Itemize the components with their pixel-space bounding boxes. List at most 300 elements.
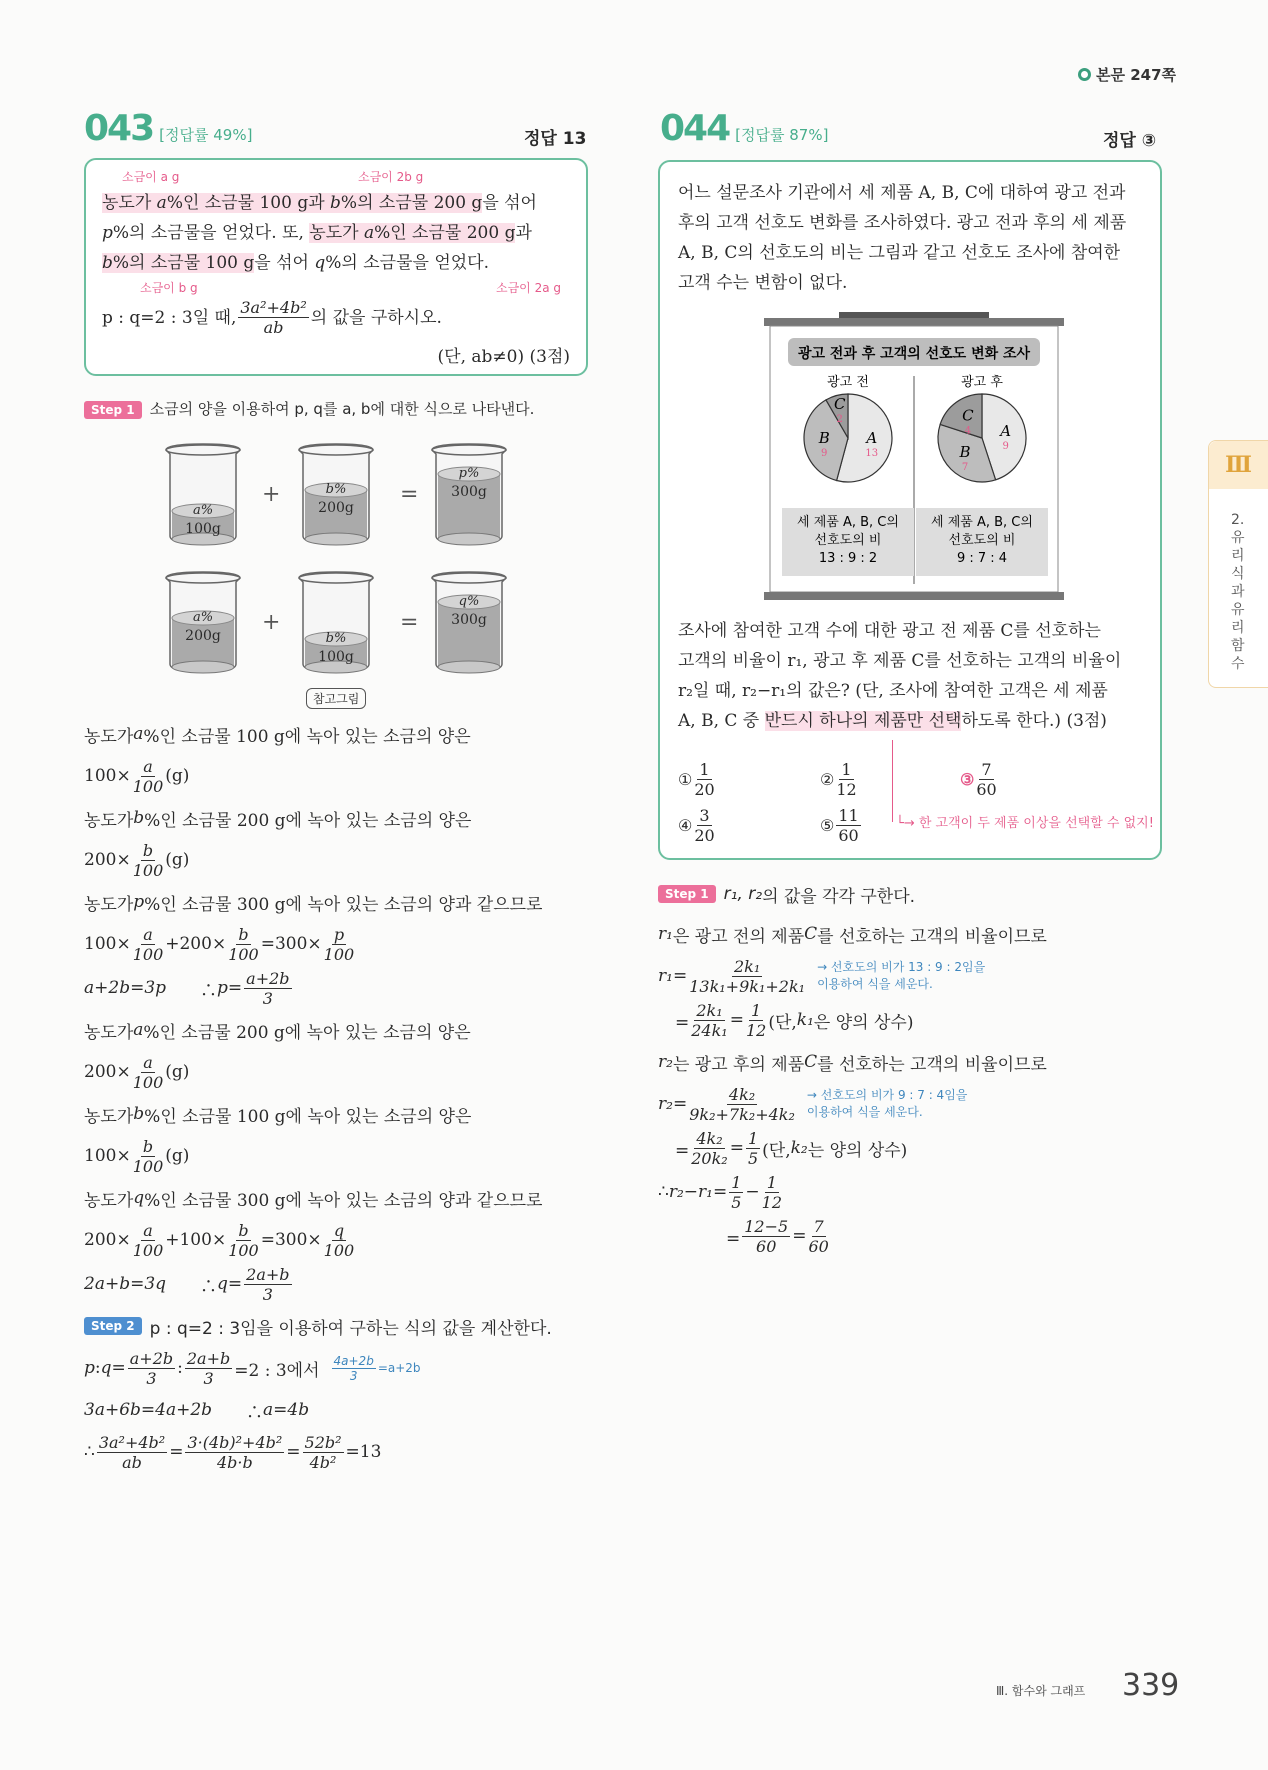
operator-sign: + — [262, 482, 281, 507]
solution-line — [84, 754, 552, 798]
text-run: ∴ — [84, 1442, 95, 1462]
fraction — [762, 1173, 782, 1212]
fraction — [694, 760, 714, 799]
slice-label: A — [1000, 422, 1012, 441]
text-run: %인 소금물 200 g에 녹아 있는 소금의 양은 — [143, 1022, 471, 1043]
concentration-label: a% — [192, 503, 214, 518]
math-var: k₂ — [790, 1138, 808, 1158]
denominator: 100 — [132, 776, 164, 796]
solution-line — [84, 1346, 552, 1390]
choice-3[interactable] — [960, 760, 999, 799]
solution-line — [84, 1178, 552, 1218]
text-run: − — [745, 1182, 760, 1202]
math-var: r₂ — [658, 1052, 673, 1072]
slice-label: C — [833, 395, 846, 414]
numerator: a — [143, 756, 153, 776]
numerator: 7 — [981, 760, 992, 779]
denominator: 3 — [203, 1368, 214, 1388]
fraction — [689, 1085, 795, 1124]
numerator: 2a+b — [186, 1348, 231, 1368]
fraction — [133, 1221, 164, 1260]
solution-line — [658, 914, 1047, 954]
text-run: (g) — [165, 1146, 190, 1166]
text-run: 농도가 — [84, 894, 134, 915]
text-run: ∴ — [212, 1402, 264, 1423]
solution-line — [84, 1050, 552, 1094]
answer-label: 정답 13 — [524, 129, 587, 149]
fraction — [324, 1221, 355, 1260]
numerator: 11 — [838, 806, 859, 825]
fraction — [133, 1053, 164, 1092]
annotation-note — [817, 959, 985, 993]
math-var: C — [804, 1052, 818, 1072]
pie-caption: 9 : 7 : 4 — [956, 551, 1008, 566]
denominator: 20 — [694, 780, 715, 799]
q44-problem-box — [658, 160, 1162, 860]
numerator: 3 — [699, 806, 710, 825]
denominator: 5 — [731, 1192, 742, 1212]
solution-line — [84, 966, 552, 1010]
text-run: %인 소금물 300 g에 녹아 있는 소금의 양과 같으므로 — [144, 1190, 543, 1211]
fraction — [746, 1001, 766, 1040]
numerator: 1 — [766, 1172, 777, 1192]
numerator: a+2b — [129, 1348, 174, 1368]
text-run: 은 광고 전의 제품 — [672, 926, 805, 947]
numerator: b — [238, 924, 249, 944]
chapter-title: 2.유리식과 유리함수 — [1231, 512, 1245, 672]
scroll-rod-top — [764, 318, 1064, 326]
choice-marker: ② — [820, 770, 835, 789]
concentration-label: q% — [458, 594, 480, 609]
choice-marker: ④ — [678, 816, 693, 835]
solution-line — [658, 998, 1047, 1042]
q43-solution — [84, 714, 552, 1474]
question-number: 043 — [84, 108, 154, 149]
text-run: = — [729, 1010, 744, 1030]
text-run: p : q=2 : 3임을 이용하여 구하는 식의 값을 계산한다. — [149, 1318, 552, 1339]
numerator: 3a²+4b² — [98, 1432, 166, 1452]
slice-label: B — [818, 429, 830, 448]
text-run: 농도가 — [84, 1106, 134, 1127]
text-run: +100× — [165, 1230, 227, 1250]
figure-caption: 참고그림 — [306, 688, 366, 709]
text-run: 농도가 — [84, 1022, 134, 1043]
text-run: 를 선호하는 고객의 비율이므로 — [817, 926, 1047, 947]
text-run: 100× — [84, 766, 131, 786]
text-run: = — [658, 1228, 741, 1249]
problem-line: 농도가 a%인 소금물 100 g과 b%의 소금물 200 g을 섞어 — [102, 193, 537, 213]
text-run: : — [94, 1358, 101, 1378]
fraction — [303, 1433, 344, 1472]
math-var: a+2b=3p — [84, 978, 167, 998]
hanger — [839, 312, 989, 318]
math-var: b — [133, 1104, 145, 1124]
numerator: a+2b — [246, 968, 290, 988]
concentration-label: b% — [325, 631, 347, 646]
denominator: 5 — [747, 1148, 759, 1168]
pie-caption: 세 제품 A, B, C의 — [797, 515, 899, 530]
numerator: 4a+2b — [333, 1353, 374, 1368]
text-run: ∴ — [166, 980, 218, 1001]
solution-line — [84, 1262, 552, 1306]
numerator: a — [143, 924, 153, 944]
mass-label: 200g — [318, 500, 354, 516]
fraction — [746, 1129, 760, 1168]
fraction — [133, 757, 164, 796]
correct-rate: [정답률 49%] — [159, 126, 253, 144]
mass-label: 300g — [451, 612, 487, 628]
text-run: =13 — [345, 1442, 382, 1462]
numerator: 2a+b — [246, 1264, 290, 1284]
note-line: 이용하여 식을 세운다. — [817, 977, 933, 991]
numerator: a — [143, 1052, 153, 1072]
q44-header — [660, 108, 828, 149]
annotation: 소금이 2b g — [358, 170, 424, 184]
beaker — [162, 442, 244, 546]
slice-value: 9 — [821, 448, 828, 460]
denominator: 100 — [132, 1156, 164, 1176]
question-number: 044 — [660, 108, 730, 149]
math-var: r₂−r₁ — [668, 1182, 713, 1202]
denominator: 60 — [808, 1236, 829, 1256]
math-var: q= — [217, 1274, 243, 1294]
text-run: 는 광고 후의 제품 — [672, 1054, 805, 1075]
math-var: r₁ — [658, 966, 673, 986]
solution-line — [658, 1170, 1047, 1214]
denominator: 100 — [323, 1240, 355, 1260]
solution-line — [84, 714, 552, 754]
slice-label: A — [866, 429, 878, 448]
numerator: 2k₁ — [733, 956, 761, 976]
math-var: p= — [217, 978, 243, 998]
text-run: 200× — [84, 850, 131, 870]
denominator: ab — [122, 1452, 142, 1472]
denominator: 100 — [132, 1240, 164, 1260]
fraction — [332, 1354, 376, 1383]
text-run: 농도가 — [84, 810, 134, 831]
numerator: 12−5 — [744, 1216, 789, 1236]
solution-line — [84, 1134, 552, 1178]
text-run: : — [177, 1358, 183, 1378]
slice-value: 2 — [836, 414, 843, 426]
text-run: 200× — [84, 1230, 131, 1250]
solution-line — [84, 922, 552, 966]
text-run: %인 소금물 100 g에 녹아 있는 소금의 양은 — [144, 1106, 472, 1127]
solution-line — [84, 882, 552, 922]
text-run: = — [792, 1226, 807, 1246]
annotation: 소금이 a g — [122, 170, 180, 184]
chapter-roman: Ⅲ — [1209, 441, 1268, 489]
beaker — [295, 442, 377, 546]
hint-text: └→ 한 고객이 두 제품 이상을 선택할 수 없지! — [896, 816, 1154, 831]
pie-label: 광고 전 — [827, 375, 869, 390]
fraction — [324, 925, 355, 964]
numerator: 2k₁ — [696, 1000, 723, 1020]
note-line: 이용하여 식을 세운다. — [806, 1105, 923, 1119]
chart-title: 광고 전과 후 고객의 선호도 변화 조사 — [797, 346, 1031, 362]
beaker — [295, 570, 377, 674]
slice-value: 7 — [961, 461, 969, 473]
pie-caption: 선호도의 비 — [948, 533, 1016, 548]
fraction — [133, 925, 164, 964]
numerator: a — [143, 1220, 153, 1240]
ref-label: 본문 247쪽 — [1096, 66, 1177, 84]
denominator: 4b² — [309, 1452, 337, 1472]
problem-line: p%의 소금물을 얻었다. 또, 농도가 a%인 소금물 200 g과 — [102, 223, 532, 243]
q43-problem-box — [84, 158, 588, 376]
question-text: 조사에 참여한 고객 수에 대한 광고 전 제품 C를 선호하는 고객의 비율이 r₁, 광고 후 제품 C를 선호하는 고객의 비율이 r₂일 때, r₂−r₁의 값은? (단, 조사에 참여한 고객은 세 제품 A, B, C 중 반드시 하나의 제품만 선택하도록 한다.) (3점) — [678, 621, 1122, 731]
pie-caption: 세 제품 A, B, C의 — [931, 515, 1033, 530]
slice-value: 13 — [865, 448, 879, 460]
numerator: p — [333, 924, 345, 944]
choice-2[interactable] — [820, 760, 859, 799]
denominator: 60 — [976, 780, 997, 799]
concentration-label: a% — [192, 610, 214, 625]
text-run: ∴ — [166, 1276, 218, 1297]
text-run: = — [729, 1138, 744, 1158]
numerator: 7 — [813, 1216, 824, 1236]
denominator: 60 — [756, 1236, 777, 1256]
text-run: = — [658, 1012, 690, 1033]
text-run: =300× — [260, 934, 322, 954]
scroll-rod-bottom — [764, 592, 1064, 600]
fraction — [228, 1221, 259, 1260]
fraction — [836, 806, 860, 845]
fraction — [689, 957, 805, 996]
annotation: 소금이 b g — [140, 281, 198, 295]
denominator: 100 — [132, 860, 164, 880]
choice-5[interactable] — [820, 806, 863, 845]
pie-caption: 선호도의 비 — [814, 533, 882, 548]
denominator: 3 — [146, 1368, 157, 1388]
annotation: 소금이 2a g — [496, 281, 562, 295]
text-run: %인 소금물 300 g에 녹아 있는 소금의 양과 같으므로 — [144, 894, 543, 915]
denominator: 12 — [836, 780, 857, 799]
text-run: = — [712, 1182, 728, 1202]
numerator: 52b² — [304, 1432, 342, 1452]
correct-rate: [정답률 87%] — [735, 126, 829, 144]
denominator: 9k₂+7k₂+4k₂ — [689, 1104, 795, 1124]
choice-1[interactable] — [678, 760, 717, 799]
problem-line: b%의 소금물 100 g을 섞어 q%의 소금물을 얻었다. — [102, 253, 489, 273]
text-run: = — [111, 1358, 126, 1378]
numerator: b — [142, 1136, 154, 1156]
solution-line — [84, 1010, 552, 1050]
text-run: 는 양의 상수) — [807, 1140, 908, 1161]
beaker — [428, 570, 510, 674]
concentration-label: p% — [458, 466, 480, 481]
q43-step1-heading: Step 1 소금의 양을 이용하여 p, q를 a, b에 대한 식으로 나타낸다. — [84, 398, 534, 419]
fraction — [694, 806, 714, 845]
chapter-tab[interactable] — [1208, 440, 1268, 688]
choice-marker: ⑤ — [820, 816, 835, 835]
math-var: 3a+6b=4a+2b — [84, 1400, 213, 1420]
page-number: 339 — [1122, 1668, 1180, 1703]
text-run: =a+2b — [377, 1360, 421, 1375]
fraction — [976, 760, 996, 799]
numerator: 1 — [747, 1128, 759, 1148]
solution-line — [658, 1126, 1047, 1170]
slice-label: B — [959, 442, 971, 461]
math-var: q — [100, 1358, 112, 1378]
text-run: %인 소금물 100 g에 녹아 있는 소금의 양은 — [143, 726, 471, 747]
denominator: 100 — [132, 944, 164, 964]
problem-line: p : q=2 : 3일 때, $\frac{\text{3a²+4b²}}{ab}$ 의 값을 구하시오. — [102, 298, 442, 337]
solution-line — [84, 1306, 552, 1346]
operator-sign: = — [400, 482, 419, 507]
text-run: (단, — [762, 1140, 791, 1161]
numerator: b — [238, 1220, 249, 1240]
numerator: 1 — [731, 1172, 742, 1192]
numerator: 1 — [841, 760, 852, 779]
solution-line — [658, 954, 1047, 998]
fraction — [808, 1217, 828, 1256]
numerator: 3·(4b)²+4b² — [187, 1432, 283, 1452]
denominator: 20k₂ — [691, 1148, 728, 1168]
denominator: 3 — [349, 1368, 358, 1383]
reference-link[interactable] — [1078, 64, 1176, 85]
choice-marker: ③ — [960, 770, 975, 789]
numerator: 4k₂ — [696, 1128, 723, 1148]
denominator: 3 — [262, 1284, 273, 1304]
mass-label: 100g — [185, 521, 221, 537]
text-run: 100× — [84, 934, 131, 954]
condition-text: (단, ab≠0) (3점) — [437, 347, 570, 367]
choice-marker: ① — [678, 770, 693, 789]
text-run: (단, — [768, 1012, 797, 1033]
denominator: 3 — [262, 988, 273, 1008]
denominator: 12 — [761, 1192, 783, 1212]
math-var: a — [133, 1020, 144, 1040]
text-run: (g) — [165, 850, 190, 870]
hint-arrow-line — [892, 740, 893, 822]
denominator: 60 — [838, 826, 859, 845]
solution-line — [84, 798, 552, 838]
operator-sign: + — [262, 610, 281, 635]
fraction — [133, 1137, 164, 1176]
solution-line — [84, 838, 552, 882]
text-run: → 선호도의 비가 13 : 9 : 2임을 — [817, 960, 986, 974]
answer-label: 정답 ③ — [1103, 131, 1157, 151]
slice-value: 9 — [1002, 441, 1009, 453]
mass-label: 100g — [318, 649, 354, 665]
math-var: b — [133, 808, 145, 828]
denominator: 24k₁ — [691, 1020, 728, 1040]
fraction — [729, 1173, 743, 1212]
text-run: 를 선호하는 고객의 비율이므로 — [817, 1054, 1047, 1075]
text-run: (g) — [165, 766, 190, 786]
intro-text: 어느 설문조사 기관에서 세 제품 A, B, C에 대하여 광고 전과 후의 고객 선호도 변화를 조사하였다. 광고 전과 후의 세 제품 A, B, C의 선호도의 비는 그림과 같고 선호도 조사에 참여한 고객 수는 변함이 없다. — [678, 183, 1127, 293]
text-run: 200× — [84, 1062, 131, 1082]
denominator: 13k₁+9k₁+2k₁ — [689, 976, 806, 996]
math-var: C — [804, 924, 818, 944]
choice-4[interactable] — [678, 806, 717, 845]
solution-line — [84, 1218, 552, 1262]
circle-arrow-icon — [1078, 68, 1091, 81]
fraction — [97, 1433, 167, 1472]
text-run: 은 양의 상수) — [813, 1012, 914, 1033]
concentration-label: b% — [325, 482, 347, 497]
fraction — [836, 760, 856, 799]
slice-label: C — [962, 406, 974, 425]
denominator: 4b·b — [216, 1452, 253, 1472]
solution-line — [658, 1042, 1047, 1082]
numerator: 1 — [699, 760, 710, 779]
annotation-note — [807, 1087, 967, 1121]
text-run: = — [672, 1094, 688, 1114]
denominator: 100 — [228, 1240, 259, 1260]
math-var: r₁ — [658, 924, 673, 944]
solution-line — [658, 874, 1047, 914]
text-run: 100× — [84, 1146, 131, 1166]
text-run: = — [658, 1140, 690, 1161]
math-var: k₁ — [796, 1010, 814, 1030]
fraction — [185, 1349, 232, 1388]
fraction — [244, 969, 291, 1008]
text-run: +200× — [165, 934, 227, 954]
footer-section: Ⅲ. 함수와 그래프 — [996, 1684, 1086, 1698]
text-run: (g) — [165, 1062, 190, 1082]
q43-header — [84, 108, 252, 149]
math-var: a — [133, 724, 144, 744]
math-var: p — [133, 892, 145, 912]
text-run: = — [672, 966, 688, 986]
slice-value: 4 — [964, 425, 972, 437]
denominator: 100 — [323, 944, 355, 964]
beaker — [162, 570, 244, 674]
q44-solution — [658, 874, 1047, 1258]
text-run: = — [169, 1442, 184, 1462]
text-run: 농도가 — [84, 1190, 134, 1211]
denominator: 20 — [694, 826, 715, 845]
math-var: r₁, r₂ — [723, 884, 763, 904]
fraction — [128, 1349, 175, 1388]
denominator: 12 — [745, 1020, 767, 1040]
numerator: 1 — [751, 1000, 762, 1020]
solution-line — [84, 1430, 552, 1474]
operator-sign: = — [400, 610, 419, 635]
text-run: → 선호도의 비가 9 : 7 : 4임을 — [806, 1088, 968, 1102]
text-run: 의 값을 각각 구한다. — [762, 886, 916, 907]
denominator: 100 — [228, 944, 259, 964]
fraction — [133, 841, 164, 880]
pie-caption: 13 : 9 : 2 — [818, 551, 878, 566]
solution-line — [84, 1390, 552, 1430]
fraction — [244, 1265, 291, 1304]
math-var: r₂ — [658, 1094, 673, 1114]
denominator: 100 — [132, 1072, 164, 1092]
math-var: q — [133, 1188, 145, 1208]
solution-line — [658, 1082, 1047, 1126]
annotation-note — [330, 1354, 421, 1383]
pie-label: 광고 후 — [961, 375, 1003, 390]
numerator: q — [333, 1220, 345, 1240]
text-run: 농도가 — [84, 726, 134, 747]
fraction — [185, 1433, 284, 1472]
text-run: %인 소금물 200 g에 녹아 있는 소금의 양은 — [144, 810, 472, 831]
text-run: ∴ — [658, 1182, 669, 1202]
fraction — [742, 1217, 790, 1256]
mass-label: 300g — [451, 484, 487, 500]
math-var: p — [84, 1358, 95, 1378]
fraction — [228, 925, 259, 964]
beaker — [428, 442, 510, 546]
numerator: 4k₂ — [728, 1084, 756, 1104]
solution-line — [658, 1214, 1047, 1258]
math-var: 2a+b=3q — [84, 1274, 167, 1294]
fraction — [691, 1129, 727, 1168]
text-run: = — [286, 1442, 301, 1462]
